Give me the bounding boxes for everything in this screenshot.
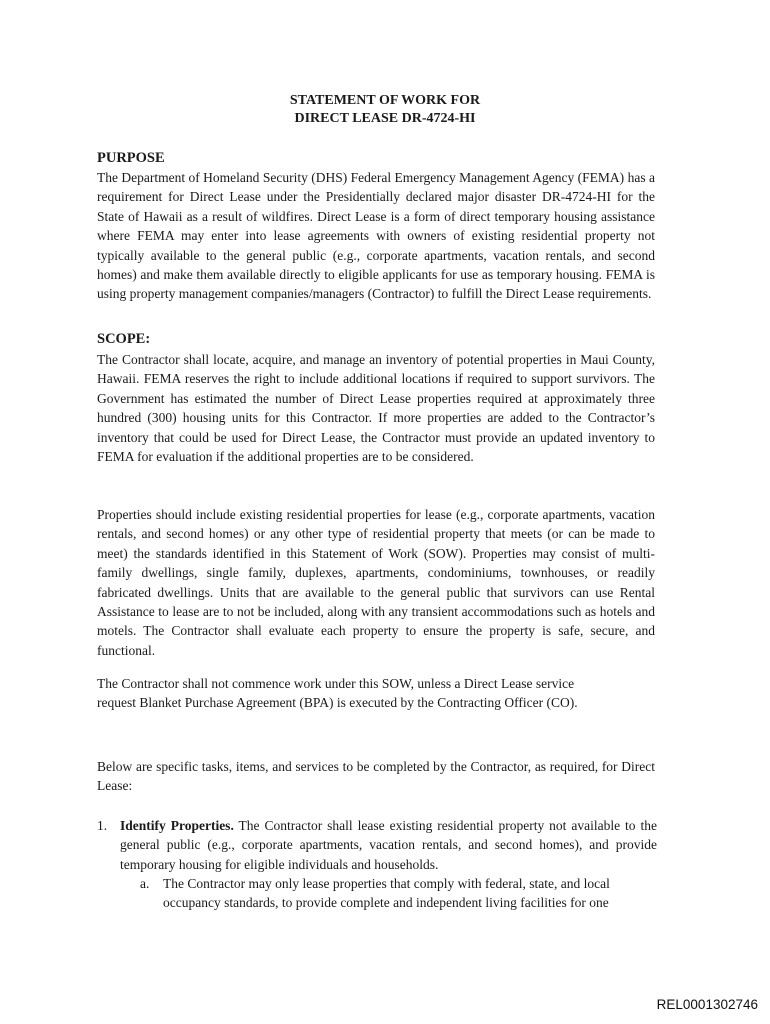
sub-item-text: The Contractor may only lease properties that comply with federal, state, and local occupancy standards, to provide complete and independent living facilities for one [163, 876, 610, 911]
scope-heading: SCOPE: [97, 331, 151, 347]
scope-paragraph-2: Properties should include existing residential properties for lease (e.g., corporate apartments, vacation rentals, and second homes) or any other type of residential property that meets (or can be made to meet) the standards identified in this Statement of Work (SOW). Properties may consist of multi-family dwellings, single family, duplexes, apartments, condominiums, townhouses, or readily fabricated dwellings. Units that are available to the general public that survivors can use Rental Assistance to lease are to not be included, along with any transient accommodations such as hotels and motels. The Contractor shall evaluate each property to ensure the property is safe, secure, and functional. [97, 507, 655, 658]
sub-item-letter: a. [140, 876, 150, 891]
list-item-number: 1. [97, 818, 108, 833]
scope-paragraph-3: The Contractor shall not commence work under this SOW, unless a Direct Lease service request Blanket Purchase Agreement (BPA) is executed by the Contracting Officer (CO). [97, 676, 578, 711]
list-item-identify-properties [97, 816, 657, 874]
document-title [0, 92, 770, 128]
list-item-label: Identify Properties. [120, 818, 234, 833]
list-item-body [120, 816, 657, 874]
scope-paragraph-4: Below are specific tasks, items, and services to be completed by the Contractor, as required, for Direct Lease: [97, 759, 655, 794]
title-line-1: STATEMENT OF WORK FOR [289, 93, 481, 108]
scope-paragraph-1: The Contractor shall locate, acquire, and manage an inventory of potential properties in Maui County, Hawaii. FEMA reserves the right to include additional locations if required to support survivors. The Government has estimated the number of Direct Lease properties required at approximately three hundred (300) housing units for this Contractor. If more properties are added to the Contractor’s inventory that could be used for Direct Lease, the Contractor must provide an updated inventory to FEMA for evaluation if the additional properties are to be considered. [97, 352, 655, 465]
title-line-2: DIRECT LEASE DR-4724-HI [294, 111, 476, 126]
sub-list-item-a [140, 874, 657, 913]
bates-number: REL0001302746 [656, 997, 758, 1012]
list-item-text: The Contractor shall lease existing residential property not available to the general public (e.g., corporate apartments, vacation rentals, and second homes), and provide temporary housing for eligible individuals and households. [120, 818, 657, 872]
purpose-heading: PURPOSE [97, 150, 165, 166]
purpose-paragraph: The Department of Homeland Security (DHS) Federal Emergency Management Agency (FEMA) has a requirement for Direct Lease under the Presidentially declared major disaster DR-4724-HI for the State of Hawaii as a result of wildfires. Direct Lease is a form of direct temporary housing assistance where FEMA may enter into lease agreements with owners of existing residential property not typically available to the general public (e.g., corporate apartments, vacation rentals, and second homes) and make them available directly to eligible applicants for use as temporary housing. FEMA is using property management companies/managers (Contractor) to fulfill the Direct Lease requirements. [97, 170, 655, 302]
